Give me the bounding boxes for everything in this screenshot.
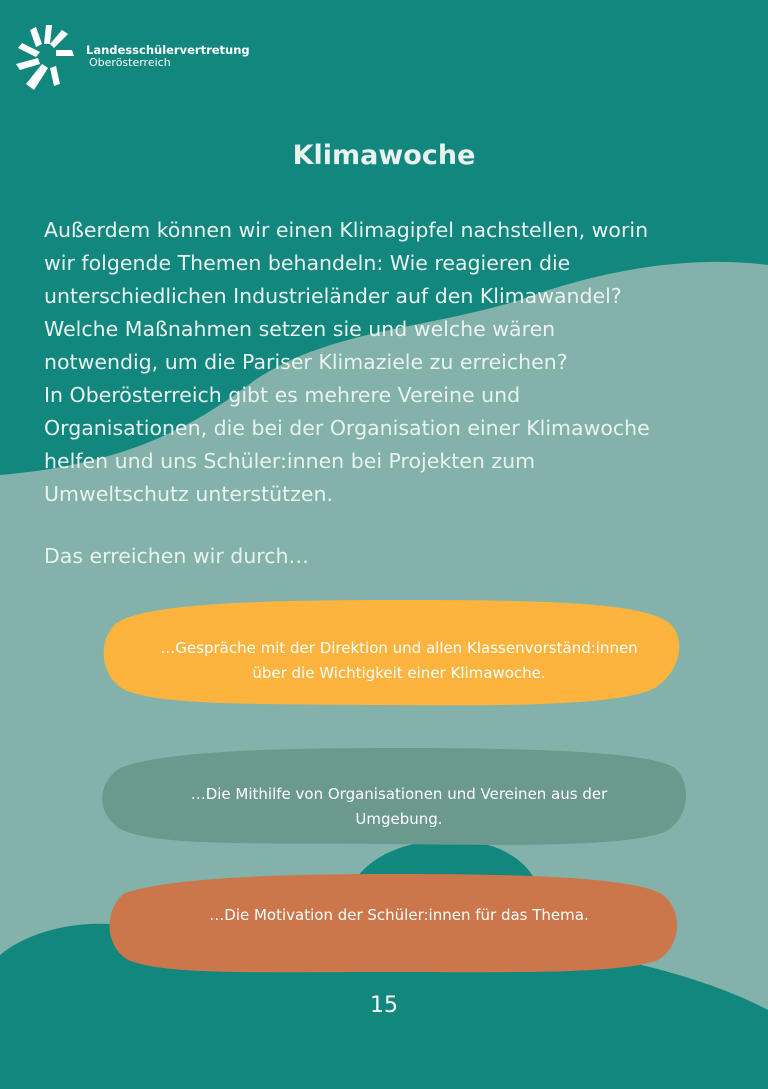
org-region: Oberösterreich	[89, 56, 171, 70]
body-line: Umweltschutz unterstützen.	[44, 482, 334, 506]
subheading: Das erreichen wir durch…	[44, 544, 310, 568]
org-name: Landesschülervertretung	[86, 43, 250, 58]
body-line: notwendig, um die Pariser Klimaziele zu erreichen?	[44, 350, 568, 374]
page-title: Klimawoche	[292, 140, 476, 171]
asterisk-burst-logo-icon	[14, 22, 80, 92]
body-line: Außerdem können wir einen Klimagipfel nachstellen, worin	[44, 218, 649, 242]
body-line: Welche Maßnahmen setzen sie und welche wären	[44, 317, 556, 341]
page-number: 15	[370, 993, 398, 1018]
pill-line: über die Wichtigkeit einer Klimawoche.	[252, 664, 546, 682]
pill-line: …Gespräche mit der Direktion und allen Klassenvorständ:innen	[160, 639, 638, 657]
brand-logo	[14, 22, 250, 92]
body-line: unterschiedlichen Industrieländer auf den Klimawandel?	[44, 284, 622, 308]
pill-orange-text	[110, 903, 688, 928]
body-line: wir folgende Themen behandeln: Wie reagieren die	[44, 251, 571, 275]
body-line: helfen und uns Schüler:innen bei Projekten zum	[44, 449, 536, 473]
body-line: Organisationen, die bei der Organisation einer Klimawoche	[44, 416, 650, 440]
pill-line: …Die Motivation der Schüler:innen für das Thema.	[209, 906, 589, 924]
mound-shape	[355, 840, 535, 880]
pill-gray-text	[110, 782, 688, 832]
pill-line: Umgebung.	[355, 810, 443, 828]
pill-line: …Die Mithilfe von Organisationen und Vereinen aus der	[190, 785, 608, 803]
pill-yellow-text	[110, 636, 688, 686]
body-line: In Oberösterreich gibt es mehrere Vereine und	[44, 383, 521, 407]
body-paragraph	[44, 214, 734, 511]
